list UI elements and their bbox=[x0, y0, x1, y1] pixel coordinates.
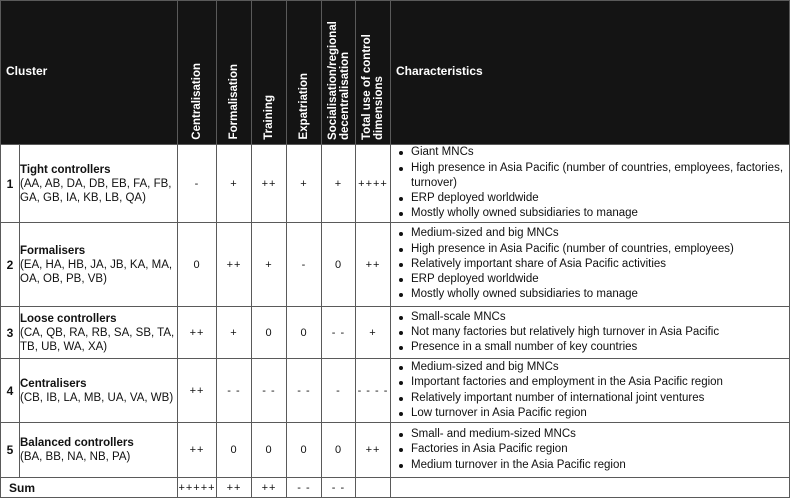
characteristic-item: Medium turnover in the Asia Pacific region bbox=[411, 458, 789, 473]
dimension-header-label: Total use of control dimensions bbox=[361, 33, 385, 140]
sum-label: Sum bbox=[1, 478, 178, 498]
dimension-value: 0 bbox=[287, 307, 322, 359]
dimension-value: - - bbox=[287, 359, 322, 423]
characteristic-item: Important factories and employment in the Asia Pacific region bbox=[411, 375, 789, 390]
dimension-header-label: Expatriation bbox=[298, 73, 310, 140]
dimension-value: 0 bbox=[252, 423, 287, 478]
dimension-value: + bbox=[252, 223, 287, 307]
dimension-value: + bbox=[217, 307, 252, 359]
characteristics-cell bbox=[391, 145, 790, 223]
characteristics-list bbox=[391, 310, 789, 356]
cluster-name-cell bbox=[20, 145, 178, 223]
characteristic-item: High presence in Asia Pacific (number of countries, employees, factories, turnover) bbox=[411, 161, 789, 191]
cluster-number: 4 bbox=[1, 359, 20, 423]
sum-characteristics-cell bbox=[391, 478, 790, 498]
table-row bbox=[1, 307, 790, 359]
dimension-value: - bbox=[322, 359, 356, 423]
table-row bbox=[1, 145, 790, 223]
cluster-name-cell bbox=[20, 423, 178, 478]
characteristic-item: Presence in a small number of key countries bbox=[411, 340, 789, 355]
sum-value: ++ bbox=[217, 478, 252, 498]
dimension-value: + bbox=[322, 145, 356, 223]
characteristic-item: Medium-sized and big MNCs bbox=[411, 360, 789, 375]
dimension-header bbox=[356, 1, 391, 145]
dimension-value: + bbox=[356, 307, 391, 359]
cluster-name: Centralisers bbox=[20, 377, 87, 390]
characteristic-item: Small-scale MNCs bbox=[411, 310, 789, 325]
sum-value bbox=[356, 478, 391, 498]
characteristic-item: Not many factories but relatively high turnover in Asia Pacific bbox=[411, 325, 789, 340]
cluster-codes: (AA, AB, DA, DB, EB, FA, FB, GA, GB, IA, KB, LB, QA) bbox=[20, 177, 172, 204]
characteristic-item: Relatively important share of Asia Pacific activities bbox=[411, 257, 789, 272]
dimension-value: - - bbox=[217, 359, 252, 423]
dimension-value: ++ bbox=[217, 223, 252, 307]
sum-value: +++++ bbox=[178, 478, 217, 498]
characteristics-list bbox=[391, 427, 789, 473]
dimension-value: ++ bbox=[178, 307, 217, 359]
dimension-header bbox=[252, 1, 287, 145]
cluster-name: Balanced controllers bbox=[20, 437, 134, 449]
characteristics-cell bbox=[391, 423, 790, 478]
characteristics-cell bbox=[391, 223, 790, 307]
cluster-name: Formalisers bbox=[20, 244, 86, 257]
cluster-name-cell bbox=[20, 359, 178, 423]
cluster-name: Loose controllers bbox=[20, 312, 117, 325]
dimension-value: 0 bbox=[322, 223, 356, 307]
table-row bbox=[1, 223, 790, 307]
sum-value: - - bbox=[287, 478, 322, 498]
dimension-value: 0 bbox=[287, 423, 322, 478]
dimension-header-label: Socialisation/regional decentralisation bbox=[326, 20, 351, 140]
table-row bbox=[1, 359, 790, 423]
characteristic-item: ERP deployed worldwide bbox=[411, 191, 789, 206]
sum-row bbox=[1, 478, 790, 498]
dimension-value: ++ bbox=[252, 145, 287, 223]
characteristics-list bbox=[391, 360, 789, 421]
dimension-header-label: Centralisation bbox=[191, 62, 203, 140]
characteristic-item: Mostly wholly owned subsidiaries to manage bbox=[411, 206, 789, 221]
cluster-codes: (BA, BB, NA, NB, PA) bbox=[20, 451, 131, 463]
dimension-value: ++ bbox=[356, 223, 391, 307]
dimension-value: + bbox=[217, 145, 252, 223]
characteristic-item: Mostly wholly owned subsidiaries to manage bbox=[411, 287, 789, 302]
cluster-name: Tight controllers bbox=[20, 163, 111, 176]
characteristic-item: Factories in Asia Pacific region bbox=[411, 442, 789, 457]
characteristic-item: ERP deployed worldwide bbox=[411, 272, 789, 287]
characteristics-list bbox=[391, 226, 789, 302]
sum-value: - - bbox=[322, 478, 356, 498]
table-row bbox=[1, 423, 790, 478]
characteristic-item: Small- and medium-sized MNCs bbox=[411, 427, 789, 442]
dimension-value: ++ bbox=[178, 423, 217, 478]
characteristic-item: Medium-sized and big MNCs bbox=[411, 226, 789, 241]
characteristic-item: Relatively important number of international joint ventures bbox=[411, 391, 789, 406]
header-row bbox=[1, 1, 790, 145]
cluster-number: 1 bbox=[1, 145, 20, 223]
cluster-number: 2 bbox=[1, 223, 20, 307]
dimension-header bbox=[287, 1, 322, 145]
characteristic-item: Low turnover in Asia Pacific region bbox=[411, 406, 789, 421]
dimension-value: 0 bbox=[322, 423, 356, 478]
dimension-value: - bbox=[178, 145, 217, 223]
cluster-codes: (EA, HA, HB, JA, JB, KA, MA, OA, OB, PB, VB) bbox=[20, 258, 173, 285]
dimension-value: - - - - bbox=[356, 359, 391, 423]
dimension-value: 0 bbox=[217, 423, 252, 478]
characteristics-header: Characteristics bbox=[391, 1, 790, 145]
dimension-header bbox=[178, 1, 217, 145]
cluster-codes: (CB, IB, LA, MB, UA, VA, WB) bbox=[20, 391, 174, 404]
cluster-number: 5 bbox=[1, 423, 20, 478]
dimension-value: 0 bbox=[178, 223, 217, 307]
dimension-header bbox=[322, 1, 356, 145]
cluster-codes: (CA, QB, RA, RB, SA, SB, TA, TB, UB, WA, XA) bbox=[20, 326, 175, 353]
dimension-value: 0 bbox=[252, 307, 287, 359]
sum-value: ++ bbox=[252, 478, 287, 498]
characteristics-list bbox=[391, 145, 789, 221]
characteristic-item: High presence in Asia Pacific (number of countries, employees) bbox=[411, 242, 789, 257]
dimension-header-label: Training bbox=[263, 94, 275, 140]
cluster-name-cell bbox=[20, 223, 178, 307]
cluster-header: Cluster bbox=[1, 1, 178, 145]
dimension-value: - - bbox=[252, 359, 287, 423]
dimension-header-label: Formalisation bbox=[228, 64, 240, 140]
characteristic-item: Giant MNCs bbox=[411, 145, 789, 160]
dimension-value: - - bbox=[322, 307, 356, 359]
dimension-value: ++ bbox=[356, 423, 391, 478]
dimension-value: - bbox=[287, 223, 322, 307]
characteristics-cell bbox=[391, 307, 790, 359]
dimension-value: ++ bbox=[178, 359, 217, 423]
dimension-value: + bbox=[287, 145, 322, 223]
characteristics-cell bbox=[391, 359, 790, 423]
cluster-name-cell bbox=[20, 307, 178, 359]
dimension-value: ++++ bbox=[356, 145, 391, 223]
cluster-number: 3 bbox=[1, 307, 20, 359]
dimension-header bbox=[217, 1, 252, 145]
